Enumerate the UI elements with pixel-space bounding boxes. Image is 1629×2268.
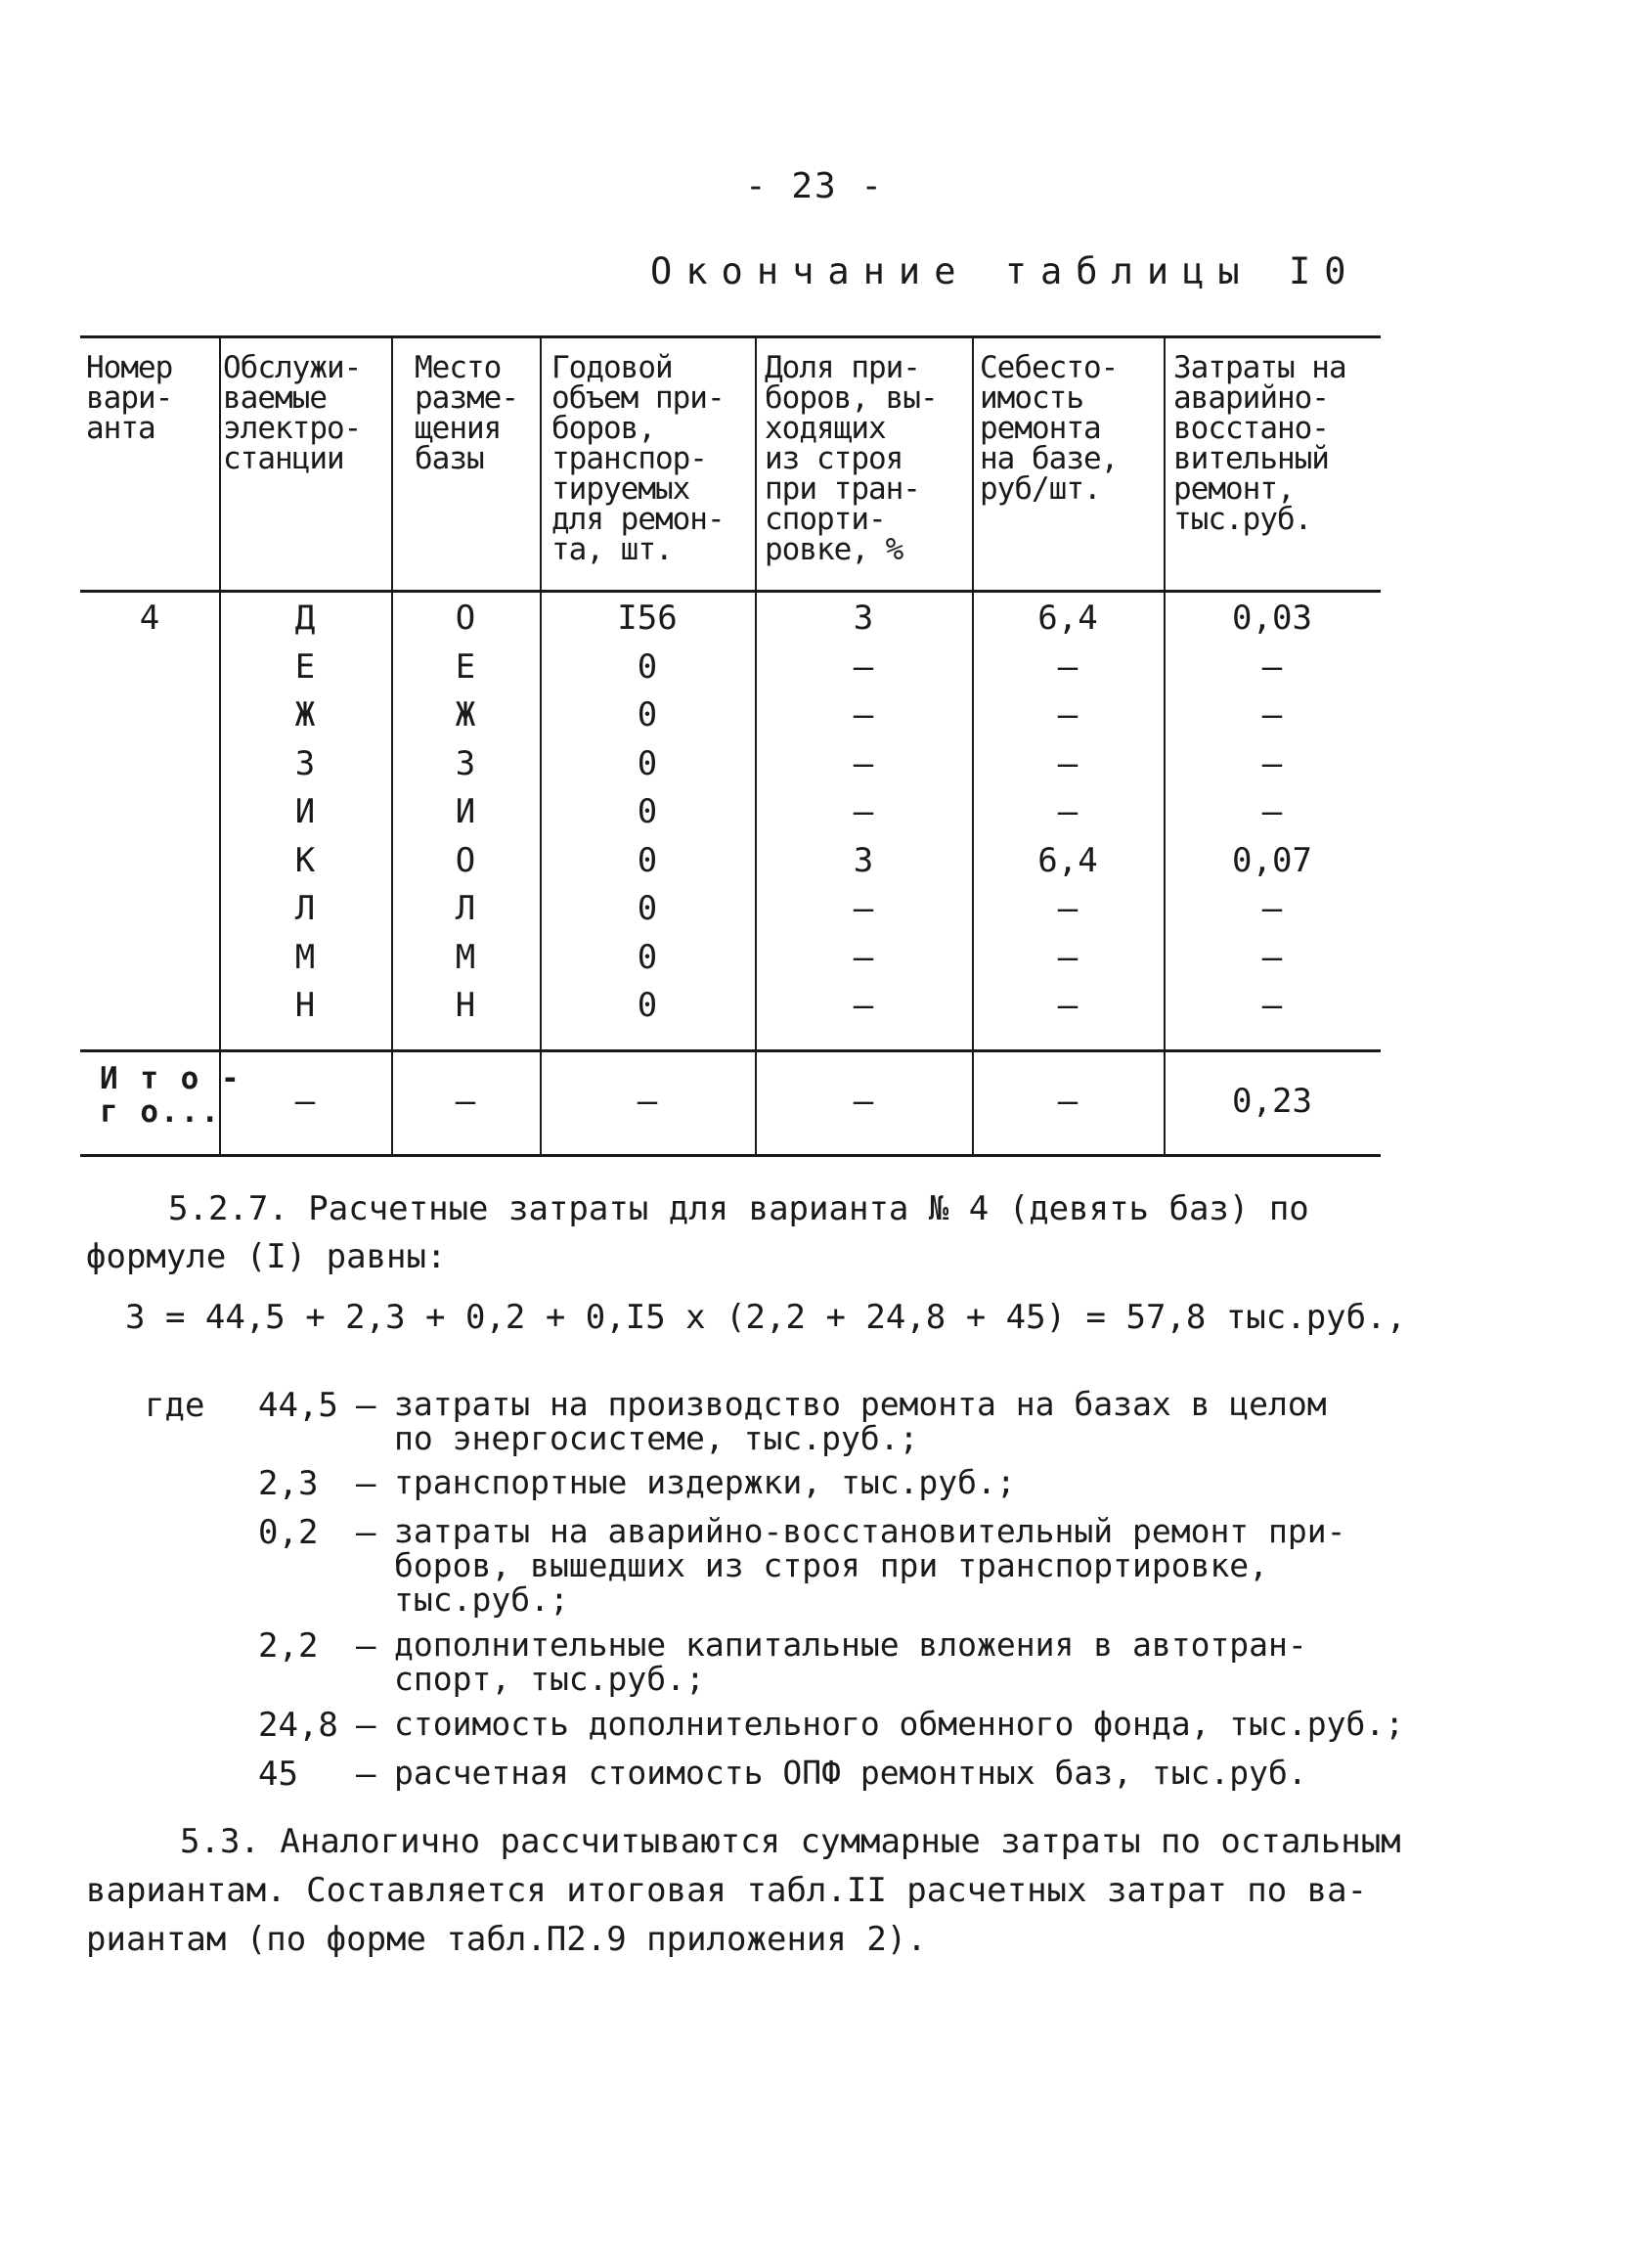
- where-dash-6: –: [356, 1755, 376, 1794]
- table-cell: 6,4: [1037, 599, 1098, 638]
- where-dash-3: –: [356, 1513, 376, 1552]
- table-cell: 0: [637, 695, 658, 734]
- table-cell: –: [1057, 889, 1079, 928]
- table-cell: 0,07: [1232, 840, 1312, 880]
- header-rule: [80, 590, 1381, 593]
- col-divider-5: [972, 335, 974, 1154]
- table-cell: 0: [637, 986, 658, 1025]
- total-cell: –: [637, 1082, 658, 1121]
- table-cell: 0,03: [1232, 599, 1312, 638]
- header-stations: Обслужи- ваемые электро- станции: [223, 350, 362, 476]
- para-53-line-3: риантам (по форме табл.П2.9 приложения 2).: [86, 1920, 927, 1959]
- col-divider-1: [219, 335, 221, 1154]
- table-cell: Н: [294, 986, 316, 1025]
- total-label: И т о - г о...: [100, 1061, 242, 1130]
- table-cell: М: [294, 937, 316, 977]
- where-num-2: 2,3: [258, 1464, 319, 1503]
- header-base-location: Место разме- щения базы: [415, 350, 518, 476]
- table-cell: –: [853, 937, 874, 977]
- table-cell: И: [294, 792, 316, 831]
- para-53-line-2: вариантам. Составляется итоговая табл.II расчетных затрат по ва-: [86, 1871, 1368, 1910]
- table-cell: 0: [637, 889, 658, 928]
- total-rule: [80, 1049, 1381, 1052]
- where-dash-2: –: [356, 1464, 376, 1503]
- table-top-rule: [80, 335, 1381, 338]
- table-cell: –: [853, 743, 874, 783]
- table-cell: И: [455, 792, 476, 831]
- col-divider-2: [391, 335, 393, 1154]
- table-cell: –: [1057, 792, 1079, 831]
- total-cell: 0,23: [1232, 1082, 1312, 1121]
- table-cell: –: [853, 889, 874, 928]
- table-cell: –: [1261, 646, 1283, 687]
- table-cell: –: [1261, 937, 1283, 977]
- table-cell: Е: [294, 646, 316, 687]
- table-cell: –: [853, 646, 874, 687]
- table-cell: –: [1261, 889, 1283, 928]
- header-emergency-costs: Затраты на аварийно- восстано- вительный ремонт, тыс.руб.: [1173, 350, 1346, 537]
- header-annual-volume: Годовой объем при- боров, транспор- тируемых для ремон- та, шт.: [551, 350, 725, 567]
- table-cell: 6,4: [1037, 840, 1098, 880]
- para-527-line-1: 5.2.7. Расчетные затраты для варианта № 4 (девять баз) по: [168, 1189, 1309, 1228]
- cost-formula: З = 44,5 + 2,3 + 0,2 + 0,I5 х (2,2 + 24,8 + 45) = 57,8 тыс.руб.,: [125, 1298, 1407, 1337]
- total-cell: –: [853, 1082, 874, 1121]
- table-cell: К: [294, 840, 316, 880]
- table-cell: Е: [455, 646, 476, 687]
- table-cell: З: [455, 743, 476, 783]
- table-cell: 0: [637, 646, 658, 687]
- where-num-4: 2,2: [258, 1626, 319, 1666]
- table-cell: –: [1261, 743, 1283, 783]
- where-num-1: 44,5: [258, 1386, 338, 1425]
- table-cell: 0: [637, 743, 658, 783]
- where-dash-4: –: [356, 1626, 376, 1666]
- para-527-line-2: формуле (I) равны:: [86, 1237, 447, 1276]
- table-cell: 0: [637, 937, 658, 977]
- table-cell: Ж: [294, 695, 316, 734]
- table-cell: 0: [637, 792, 658, 831]
- header-failure-share: Доля при- боров, вы- ходящих из строя при тран- спорти- ровке, %: [765, 350, 938, 567]
- where-dash-5: –: [356, 1706, 376, 1745]
- table-cell: З: [294, 743, 316, 783]
- total-cell: –: [294, 1082, 316, 1121]
- table-cell: –: [1057, 695, 1079, 734]
- table-cell: –: [1057, 986, 1079, 1025]
- table-cell: –: [853, 695, 874, 734]
- where-dash-1: –: [356, 1386, 376, 1425]
- where-num-6: 45: [258, 1755, 298, 1794]
- where-text-4: дополнительные капитальные вложения в автотран- спорт, тыс.руб.;: [394, 1625, 1307, 1698]
- para-53-line-1: 5.3. Аналогично рассчитываются суммарные затраты по остальным: [180, 1822, 1401, 1861]
- table-cell: О: [455, 599, 476, 638]
- table-cell: Л: [294, 889, 316, 928]
- table-bottom-rule: [80, 1154, 1381, 1157]
- table-cell: –: [1261, 986, 1283, 1025]
- col-divider-4: [755, 335, 757, 1154]
- table-caption: Окончание таблицы I0: [650, 250, 1360, 292]
- table-cell: 3: [853, 840, 874, 880]
- table-cell: –: [1261, 792, 1283, 831]
- page-number: - 23 -: [744, 166, 885, 206]
- header-variant: Номер вари- анта: [86, 350, 173, 446]
- total-cell: –: [455, 1082, 476, 1121]
- data-table: [80, 335, 1381, 1157]
- table-cell: –: [1261, 695, 1283, 734]
- where-num-5: 24,8: [258, 1706, 338, 1745]
- where-label: где: [145, 1386, 205, 1425]
- table-cell: Л: [455, 889, 476, 928]
- where-text-6: расчетная стоимость ОПФ ремонтных баз, тыс.руб.: [394, 1754, 1307, 1792]
- total-cell: –: [1057, 1082, 1079, 1121]
- table-cell: –: [1057, 646, 1079, 687]
- table-cell: О: [455, 840, 476, 880]
- where-text-3: затраты на аварийно-восстановительный ремонт при- боров, вышедших из строя при транспортировке, тыс.руб.;: [394, 1512, 1346, 1619]
- col-divider-6: [1164, 335, 1166, 1154]
- table-cell: I56: [617, 599, 678, 638]
- table-cell: Д: [294, 599, 316, 638]
- table-cell: 3: [853, 599, 874, 638]
- where-text-2: транспортные издержки, тыс.руб.;: [394, 1463, 1016, 1501]
- table-cell: 0: [637, 840, 658, 880]
- where-num-3: 0,2: [258, 1513, 319, 1552]
- table-cell: –: [853, 986, 874, 1025]
- table-cell: –: [1057, 743, 1079, 783]
- where-text-1: затраты на производство ремонта на базах в целом по энергосистеме, тыс.руб.;: [394, 1385, 1327, 1457]
- table-cell: –: [853, 792, 874, 831]
- table-cell: М: [455, 937, 476, 977]
- table-cell: –: [1057, 937, 1079, 977]
- where-text-5: стоимость дополнительного обменного фонда, тыс.руб.;: [394, 1705, 1405, 1743]
- table-cell: Н: [455, 986, 476, 1025]
- variant-number: 4: [139, 599, 160, 638]
- header-repair-cost: Себесто- имость ремонта на базе, руб/шт.: [980, 350, 1119, 507]
- col-divider-3: [540, 335, 542, 1154]
- table-cell: Ж: [455, 695, 476, 734]
